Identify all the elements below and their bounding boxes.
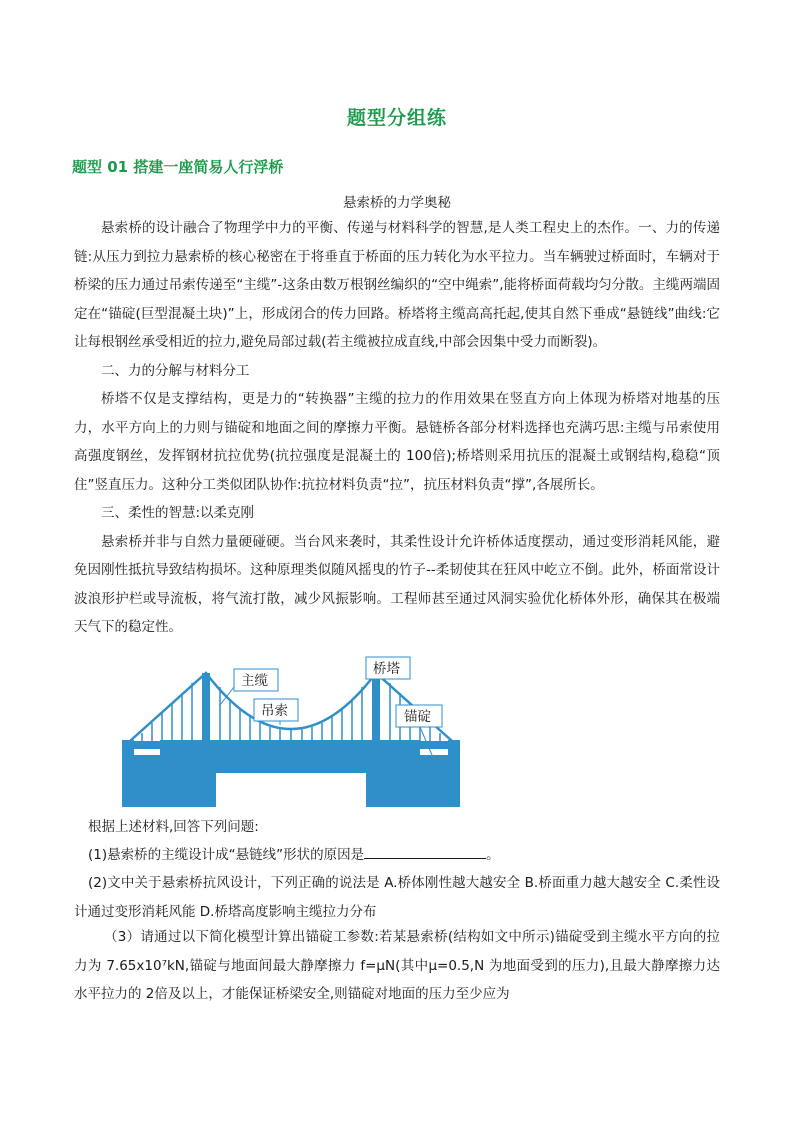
tower-left xyxy=(202,673,210,773)
paragraph-2-heading: 二、力的分解与材料分工 xyxy=(101,362,250,379)
questions-intro: 根据上述材料,回答下列问题: xyxy=(88,819,259,835)
paragraph-4-heading: 三、柔性的智慧:以柔克刚 xyxy=(101,505,255,521)
question-1-blank[interactable] xyxy=(364,844,486,859)
label-anchor: 锚碇 xyxy=(404,709,431,725)
paragraph-1: 悬索桥的设计融合了物理学中力的平衡、传递与材料科学的智慧,是人类工程史上的杰作。一、力的传递链:从压力到拉力悬索桥的核心秘密在于将垂直于桥面的压力转化为水平拉力。当车辆驶过桥面时，车辆对于桥梁的压力通过吊索传递至“主缆”-这条由数万根钢丝编织的“空中绳索”,能将桥面荷载均匀分散。主缆两端固定在“锚碇(巨型混凝土块)”上，形成闭合的传力回路。桥塔将主缆高高托起,使其自然下垂成“悬链线”曲线:它让每根钢丝承受相近的拉力,避免局部过载(若主缆被拉成直线,中部会因集中受力而断裂)。 xyxy=(74,220,720,350)
paragraph-5: 悬索桥并非与自然力量硬碰硬。当台风来袭时，其柔性设计允许桥体适度摆动，通过变形消耗风能，避免因刚性抵抗导致结构损坏。这种原理类似随风摇曳的竹子--柔韧使其在狂风中屹立不倒。此外，桥面常设计波浪形护栏或导流板，将气流打散，减少风振影响。工程师甚至通过风洞实验优化桥体外形，确保其在极端天气下的稳定性。 xyxy=(74,533,720,635)
paragraph-3: 桥塔不仅是支撑结构，更是力的“转换器”主缆的拉力的作用效果在竖直方向上体现为桥塔对地基的压力，水平方向上的力则与锚碇和地面之间的摩擦力平衡。悬链桥各部分材料选择也充满巧思:主缆与吊索使用高强度钢丝，发挥钢材抗拉优势(抗拉强度是混凝土的 100倍);桥塔则采用抗压的混凝土或钢结构,稳稳“顶住”竖直压力。这种分工类似团队协作:抗拉材料负责“拉”，抗压材料负责“撑”,各展所长。 xyxy=(74,391,720,493)
section-heading: 题型 01 搭建一座简易人行浮桥 xyxy=(72,158,284,176)
question-3-text: （3）请通过以下简化模型计算出锚碇工参数:若某悬索桥(结构如文中所示)锚碇受到主缆水平方向的拉力为 7.65x10⁷kN,锚碇与地面间最大静摩擦力 f=μN(其中μ=0.5,N 为地面受到的压力),且最大静摩擦力达水平拉力的 2倍及以上，才能保证桥梁安全,则锚碇对地面的压力至少应为 xyxy=(74,929,720,1002)
question-1-end: 。 xyxy=(486,847,500,863)
question-1 xyxy=(74,841,720,870)
label-main-cable: 主缆 xyxy=(241,673,268,689)
suspension-bridge-diagram xyxy=(120,655,462,807)
label-hanger: 吊索 xyxy=(261,703,288,719)
bridge-deck xyxy=(128,741,454,749)
article-body xyxy=(74,214,720,642)
question-3 xyxy=(74,923,720,1009)
article-title: 悬索桥的力学奥秘 xyxy=(343,195,451,211)
question-2-text: (2)文中关于悬索桥抗风设计，下列正确的说法是 A.桥体刚性越大越安全 B.桥面重力越大越安全 C.柔性设计通过变形消耗风能 D.桥塔高度影响主缆拉力分布 xyxy=(74,875,720,920)
label-tower: 桥塔 xyxy=(373,661,400,677)
question-2 xyxy=(74,869,720,926)
tower-right xyxy=(372,673,380,773)
page-title: 题型分组练 xyxy=(346,107,447,129)
question-1-text: (1)悬索桥的主缆设计成“悬链线”形状的原因是 xyxy=(88,847,365,863)
